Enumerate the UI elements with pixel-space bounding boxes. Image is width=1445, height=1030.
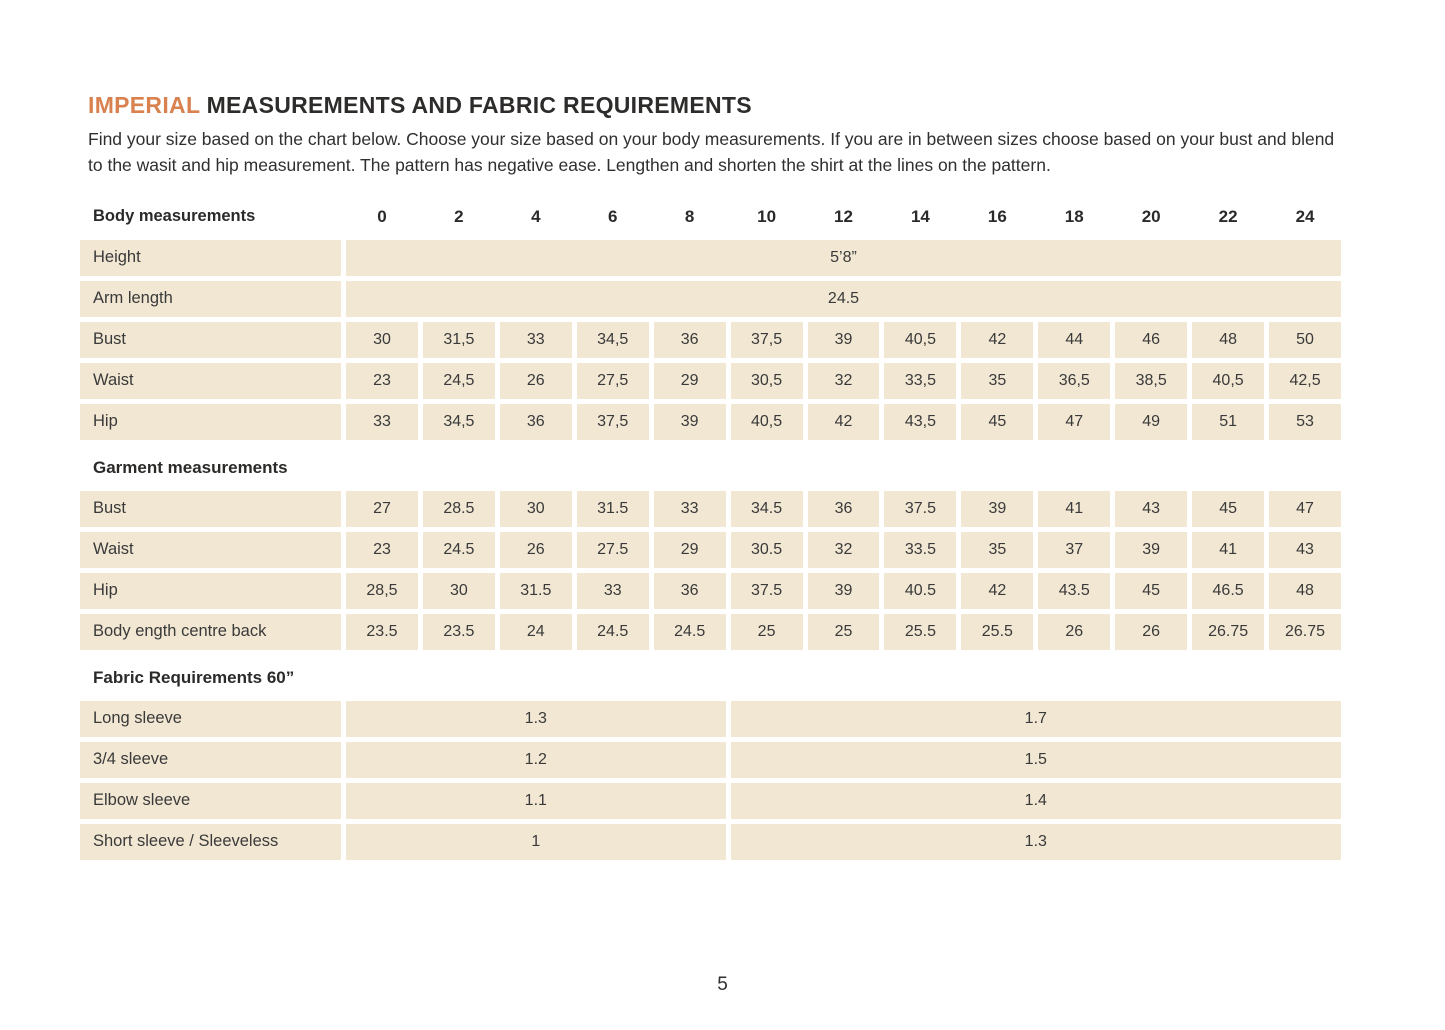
- measurement-cell: 30: [346, 322, 418, 358]
- measurement-cell: 39: [808, 322, 880, 358]
- measurement-cell: 25: [808, 614, 880, 650]
- measurement-cell: 43.5: [1038, 573, 1110, 609]
- row-label: Bust: [80, 491, 341, 527]
- size-column-header: 0: [377, 206, 387, 226]
- measurement-cell: 50: [1269, 322, 1341, 358]
- table-row: [80, 614, 1341, 650]
- measurement-cell: 1.4: [731, 783, 1341, 819]
- table-row: [80, 322, 1341, 358]
- measurement-cell: 36: [808, 491, 880, 527]
- measurement-cell: 37.5: [731, 573, 803, 609]
- measurement-cell: 27.5: [577, 532, 649, 568]
- measurement-cell: 41: [1192, 532, 1264, 568]
- measurement-cell: 38,5: [1115, 363, 1187, 399]
- table-row: [80, 281, 1341, 317]
- row-label: Long sleeve: [80, 701, 341, 737]
- measurement-cell: 47: [1269, 491, 1341, 527]
- row-label: 3/4 sleeve: [80, 742, 341, 778]
- measurement-cell: 34,5: [423, 404, 495, 440]
- page-number: 5: [717, 974, 728, 995]
- measurement-cell: 31,5: [423, 322, 495, 358]
- title-main: MEASUREMENTS AND FABRIC REQUIREMENTS: [199, 92, 752, 118]
- measurement-cell: 48: [1269, 573, 1341, 609]
- measurement-cell: 33: [577, 573, 649, 609]
- measurement-cell: 27: [346, 491, 418, 527]
- measurement-cell: 34.5: [731, 491, 803, 527]
- size-column-header: 14: [910, 206, 930, 226]
- measurement-cell: 27,5: [577, 363, 649, 399]
- measurement-cell: 24.5: [654, 614, 726, 650]
- table-header-row: [80, 199, 1341, 235]
- measurement-cell: 23: [346, 363, 418, 399]
- measurement-cell: 33,5: [884, 363, 956, 399]
- measurement-cell: 42: [961, 322, 1033, 358]
- measurement-cell: 26: [1038, 614, 1110, 650]
- page-content: [80, 92, 1341, 865]
- measurement-cell: 31.5: [577, 491, 649, 527]
- row-label: Waist: [80, 532, 341, 568]
- measurement-cell: 35: [961, 363, 1033, 399]
- row-label: Elbow sleeve: [80, 783, 341, 819]
- measurement-cell: 33.5: [884, 532, 956, 568]
- row-label: Hip: [80, 404, 341, 440]
- table-row: [80, 491, 1341, 527]
- measurement-cell: 45: [961, 404, 1033, 440]
- measurement-cell: 25.5: [884, 614, 956, 650]
- measurement-cell: 24.5: [423, 532, 495, 568]
- size-column-header: 16: [987, 206, 1007, 226]
- size-column-header: 6: [607, 206, 618, 226]
- measurement-cell: 37.5: [884, 491, 956, 527]
- measurement-cell: 42: [808, 404, 880, 440]
- measurement-cell: 33: [346, 404, 418, 440]
- measurement-cell: 26: [500, 363, 572, 399]
- table-row: [80, 404, 1341, 440]
- table-section-row: [80, 655, 1341, 701]
- measurement-cell: 36: [654, 322, 726, 358]
- size-column-header: 22: [1218, 206, 1238, 226]
- measurement-cell: 36,5: [1038, 363, 1110, 399]
- measurement-cell: 5’8”: [346, 240, 1341, 276]
- table-row: [80, 240, 1341, 276]
- measurement-cell: 30: [500, 491, 572, 527]
- size-column-header: 2: [454, 206, 464, 226]
- table-row: [80, 824, 1341, 860]
- measurement-cell: 41: [1038, 491, 1110, 527]
- measurement-cell: 24.5: [577, 614, 649, 650]
- measurement-cell: 1.2: [346, 742, 726, 778]
- measurement-cell: 39: [961, 491, 1033, 527]
- measurement-cell: 24,5: [423, 363, 495, 399]
- measurement-cell: 47: [1038, 404, 1110, 440]
- measurement-cell: 35: [961, 532, 1033, 568]
- title-accent: IMPERIAL: [88, 92, 200, 118]
- measurement-cell: 43,5: [884, 404, 956, 440]
- measurement-cell: 45: [1192, 491, 1264, 527]
- measurement-cell: 1.1: [346, 783, 726, 819]
- table-row: [80, 363, 1341, 399]
- table-section-title: Garment measurements: [93, 457, 288, 477]
- measurement-cell: 30.5: [731, 532, 803, 568]
- row-label: Waist: [80, 363, 341, 399]
- size-column-header: 20: [1141, 206, 1161, 226]
- measurement-cell: 42: [961, 573, 1033, 609]
- size-column-header: 8: [684, 206, 695, 226]
- measurement-cell: 26: [500, 532, 572, 568]
- measurement-cell: 26.75: [1269, 614, 1341, 650]
- measurement-cell: 37,5: [577, 404, 649, 440]
- measurement-cell: 24: [500, 614, 572, 650]
- measurement-cell: 40,5: [731, 404, 803, 440]
- measurement-cell: 43: [1269, 532, 1341, 568]
- row-label: Body measurements: [93, 207, 256, 226]
- row-label: Body ength centre back: [80, 614, 341, 650]
- table-row: [80, 742, 1341, 778]
- measurement-cell: 39: [654, 404, 726, 440]
- measurement-cell: 49: [1115, 404, 1187, 440]
- size-column-header: 12: [834, 206, 853, 226]
- measurement-cell: 36: [654, 573, 726, 609]
- measurement-cell: 48: [1192, 322, 1264, 358]
- size-column-header: 10: [757, 206, 777, 226]
- measurement-cell: 31.5: [500, 573, 572, 609]
- table-row: [80, 701, 1341, 737]
- measurement-cell: 40,5: [1192, 363, 1264, 399]
- measurement-cell: 1.3: [731, 824, 1341, 860]
- row-label: Height: [80, 240, 341, 276]
- table-section-title: Fabric Requirements 60”: [93, 667, 295, 687]
- measurement-cell: 1: [346, 824, 726, 860]
- measurement-cell: 28,5: [346, 573, 418, 609]
- measurement-cell: 46.5: [1192, 573, 1264, 609]
- table-section-row: [80, 445, 1341, 491]
- row-label: Short sleeve / Sleeveless: [80, 824, 341, 860]
- measurement-cell: 39: [808, 573, 880, 609]
- measurement-cell: 42,5: [1269, 363, 1341, 399]
- measurement-cell: 45: [1115, 573, 1187, 609]
- measurement-cell: 26: [1115, 614, 1187, 650]
- intro-paragraph: Find your size based on the chart below. Choose your size based on your body measurements. If you are in between sizes choose based on your bust and blend to the wasit and hip measurement. The pattern has negative ease. Lengthen and shorten the shirt at the lines on the pattern.: [88, 129, 1335, 175]
- measurement-cell: 1.7: [731, 701, 1341, 737]
- row-label: Hip: [80, 573, 341, 609]
- measurement-cell: 36: [500, 404, 572, 440]
- table-row: [80, 573, 1341, 609]
- measurement-cell: 29: [654, 363, 726, 399]
- measurement-cell: 53: [1269, 404, 1341, 440]
- measurement-cell: 43: [1115, 491, 1187, 527]
- measurement-cell: 33: [500, 322, 572, 358]
- measurement-cell: 32: [808, 532, 880, 568]
- size-column-header: 18: [1064, 206, 1084, 226]
- measurement-cell: 32: [808, 363, 880, 399]
- measurement-cell: 40.5: [884, 573, 956, 609]
- measurement-cell: 1.3: [346, 701, 726, 737]
- measurement-cell: 28.5: [423, 491, 495, 527]
- row-label: Bust: [80, 322, 341, 358]
- table-row: [80, 783, 1341, 819]
- table-row: [80, 532, 1341, 568]
- measurement-cell: 30: [423, 573, 495, 609]
- measurement-cell: 23.5: [346, 614, 418, 650]
- size-column-header: 4: [531, 206, 541, 226]
- measurement-cell: 29: [654, 532, 726, 568]
- size-column-header: 24: [1295, 206, 1315, 226]
- measurement-cell: 39: [1115, 532, 1187, 568]
- measurement-cell: 26.75: [1192, 614, 1264, 650]
- measurement-cell: 1.5: [731, 742, 1341, 778]
- measurement-cell: 23: [346, 532, 418, 568]
- measurement-cell: 34,5: [577, 322, 649, 358]
- measurement-cell: 25.5: [961, 614, 1033, 650]
- measurement-cell: 37,5: [731, 322, 803, 358]
- measurement-cell: 51: [1192, 404, 1264, 440]
- measurement-cell: 44: [1038, 322, 1110, 358]
- size-table: [80, 199, 1341, 860]
- measurement-cell: 25: [731, 614, 803, 650]
- measurement-cell: 33: [654, 491, 726, 527]
- measurement-cell: 30,5: [731, 363, 803, 399]
- measurement-cell: 37: [1038, 532, 1110, 568]
- measurement-cell: 24.5: [346, 281, 1341, 317]
- measurement-cell: 46: [1115, 322, 1187, 358]
- page-title: [88, 92, 1341, 119]
- measurement-cell: 23.5: [423, 614, 495, 650]
- measurement-cell: 40,5: [884, 322, 956, 358]
- row-label: Arm length: [80, 281, 341, 317]
